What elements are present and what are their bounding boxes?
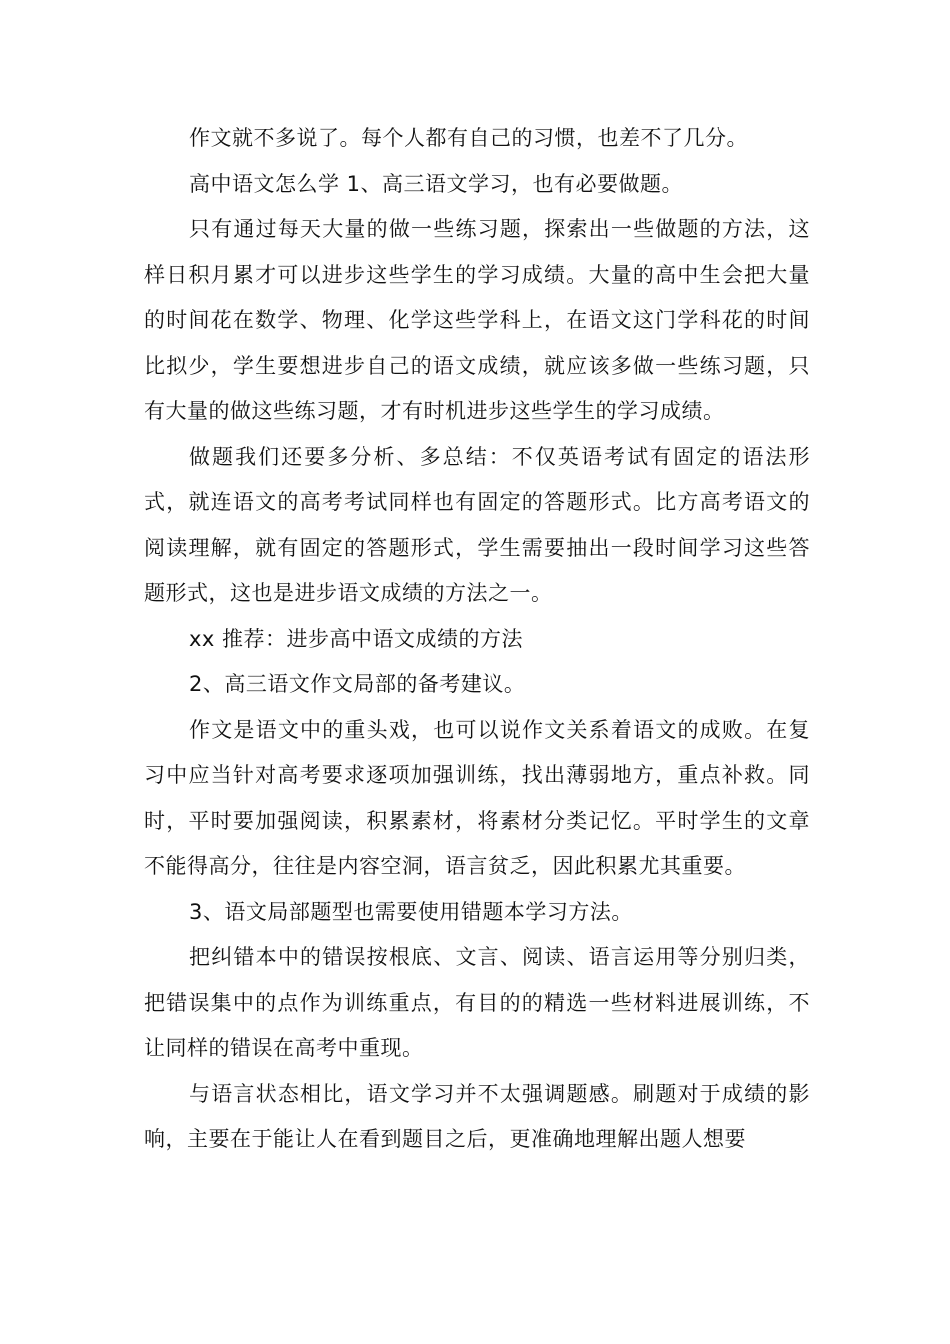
paragraph-3: 只有通过每天大量的做一些练习题，探索出一些做题的方法，这样日积月累才可以进步这些学生的学习成绩。大量的高中生会把大量的时间花在数学、物理、化学这些学科上，在语文这门学科花的时间比拟少，学生要想进步自己的语文成绩，就应该多做一些练习题，只有大量的做这些练习题，才有时机进步这些学生的学习成绩。 — [144, 217, 810, 423]
document-body — [144, 116, 810, 1163]
paragraph-9: 把纠错本中的错误按根底、文言、阅读、语言运用等分别归类，把错误集中的点作为训练重点，有目的的精选一些材料进展训练，不让同样的错误在高考中重现。 — [144, 945, 810, 1060]
paragraph-6: 2、高三语文作文局部的备考建议。 — [189, 672, 526, 696]
paragraph-10: 与语言状态相比，语文学习并不太强调题感。刷题对于成绩的影响，主要在于能让人在看到题目之后，更准确地理解出题人想要 — [144, 1081, 810, 1151]
paragraph-1: 作文就不多说了。每个人都有自己的习惯，也差不了几分。 — [189, 126, 748, 150]
paragraph-2: 高中语文怎么学 1、高三语文学习，也有必要做题。 — [189, 171, 684, 196]
paragraph-4: 做题我们还要多分析、多总结：不仅英语考试有固定的语法形式，就连语文的高考考试同样也有固定的答题形式。比方高考语文的阅读理解，就有固定的答题形式，学生需要抽出一段时间学习这些答题形式，这也是进步语文成绩的方法之一。 — [144, 444, 810, 605]
paragraph-5: xx 推荐：进步高中语文成绩的方法 — [189, 626, 524, 651]
paragraph-7: 作文是语文中的重头戏，也可以说作文关系着语文的成败。在复习中应当针对高考要求逐项加强训练，找出薄弱地方，重点补救。同时，平时要加强阅读，积累素材，将素材分类记忆。平时学生的文章不能得高分，往往是内容空洞，语言贫乏，因此积累尤其重要。 — [144, 717, 810, 878]
paragraph-8: 3、语文局部题型也需要使用错题本学习方法。 — [189, 899, 633, 924]
